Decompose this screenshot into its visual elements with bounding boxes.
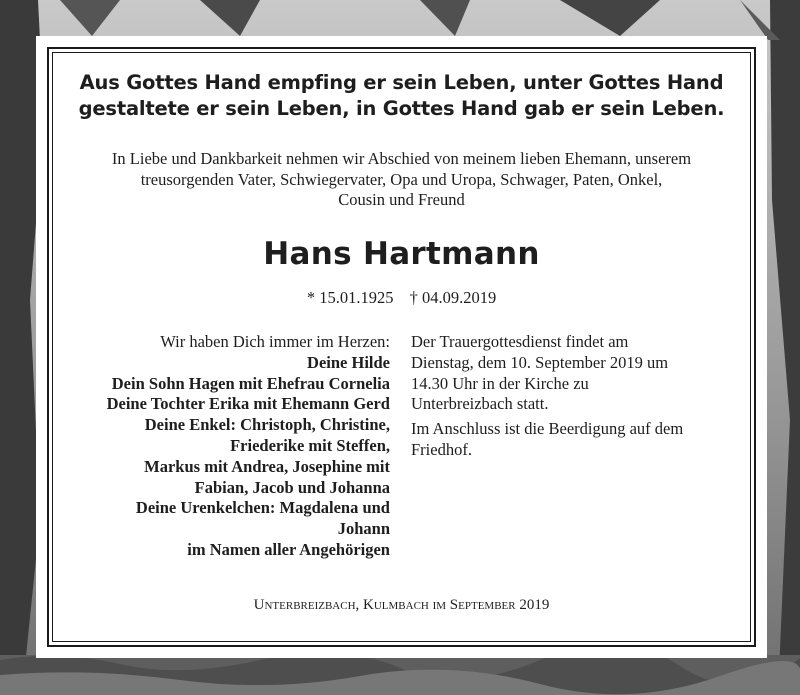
intro-line: Cousin und Freund bbox=[338, 190, 465, 209]
mourner-line: Friederike mit Steffen, bbox=[230, 435, 390, 455]
intro-text bbox=[66, 149, 737, 211]
mourner-line: Deine Urenkelchen: Magdalena und bbox=[135, 498, 390, 518]
mourner-line: Deine Hilde bbox=[307, 352, 390, 372]
mourners-list bbox=[70, 332, 390, 561]
service-line: Der Trauergottesdienst findet am bbox=[411, 332, 629, 351]
mourner-line: Johann bbox=[337, 519, 390, 539]
birth-date: * 15.01.1925 bbox=[306, 288, 394, 307]
service-line: Unterbreizbach statt. bbox=[411, 394, 549, 414]
burial-line: Friedhof. bbox=[411, 439, 472, 459]
burial-line: Im Anschluss ist die Beerdigung auf dem bbox=[411, 419, 684, 439]
place-date-footer: Unterbreizbach, Kulmbach im September 2019 bbox=[253, 597, 550, 613]
service-line: Dienstag, dem 10. September 2019 um bbox=[411, 352, 669, 372]
mourners-closing: im Namen aller Angehörigen bbox=[187, 539, 390, 559]
bible-motto bbox=[76, 70, 727, 122]
mourners-lead: Wir haben Dich immer im Herzen: bbox=[160, 332, 390, 351]
mourner-line: Deine Enkel: Christoph, Christine, bbox=[144, 415, 390, 435]
obituary-card bbox=[36, 36, 767, 658]
intro-line: In Liebe und Dankbarkeit nehmen wir Abschied von meinem lieben Ehemann, unserem bbox=[111, 149, 692, 168]
mourner-line: Fabian, Jacob und Johanna bbox=[194, 477, 390, 497]
life-dates bbox=[76, 287, 727, 309]
death-date: † 04.09.2019 bbox=[409, 288, 497, 307]
obituary-content bbox=[36, 36, 767, 658]
deceased-name: Hans Hartmann bbox=[263, 236, 540, 272]
mourner-line: Markus mit Andrea, Josephine mit bbox=[144, 456, 390, 476]
service-line: 14.30 Uhr in der Kirche zu bbox=[411, 373, 589, 393]
mourner-line: Dein Sohn Hagen mit Ehefrau Cornelia bbox=[111, 373, 390, 393]
mourner-line: Deine Tochter Erika mit Ehemann Gerd bbox=[106, 394, 390, 414]
motto-line: gestaltete er sein Leben, in Gottes Hand gab er sein Leben. bbox=[78, 97, 725, 120]
motto-line: Aus Gottes Hand empfing er sein Leben, unter Gottes Hand bbox=[79, 71, 724, 94]
intro-line: treusorgenden Vater, Schwiegervater, Opa und Uropa, Schwager, Paten, Onkel, bbox=[140, 169, 663, 189]
service-info bbox=[411, 332, 731, 461]
